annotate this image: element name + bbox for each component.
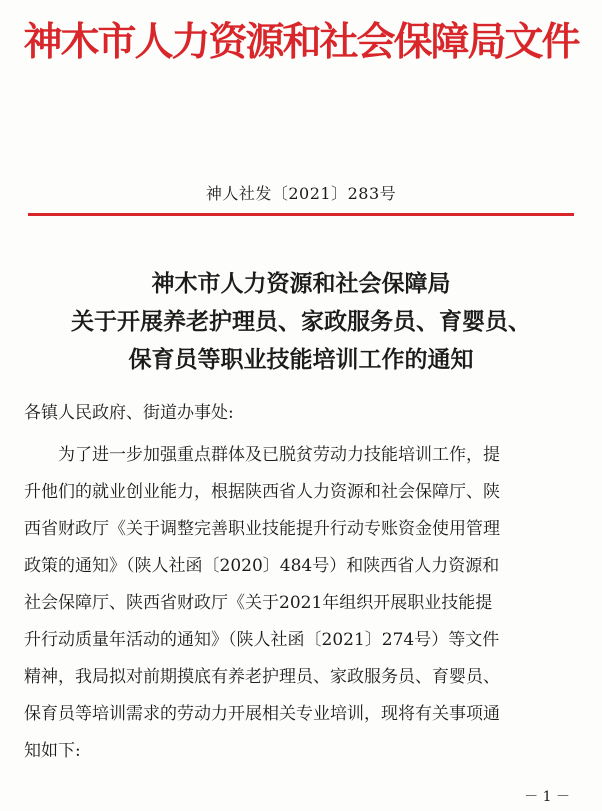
- red-divider-line: [28, 213, 574, 216]
- body-line-5: 社会保障厅、陕西省财政厅《关于2021年组织开展职业技能提: [24, 593, 493, 613]
- agency-header-title: 神木市人力资源和社会保障局文件: [23, 19, 579, 65]
- page-number: － 1 －: [524, 789, 570, 805]
- notice-issuer: 神木市人力资源和社会保障局: [151, 271, 451, 297]
- body-line-3: 西省财政厅《关于调整完善职业技能提升行动专账资金使用管理: [24, 519, 500, 539]
- body-line-8: 保育员等培训需求的劳动力开展相关专业培训，现将有关事项通: [24, 704, 500, 724]
- body-line-4: 政策的通知》（陕人社函〔2020〕484号）和陕西省人力资源和: [24, 556, 500, 576]
- body-line-6: 升行动质量年活动的通知》（陕人社函〔2021〕274号）等文件: [24, 630, 500, 650]
- notice-subject-line-1: 关于开展养老护理员、家政服务员、育婴员、: [71, 309, 531, 335]
- body-line-2: 升他们的就业创业能力，根据陕西省人力资源和社会保障厅、陕: [24, 482, 500, 502]
- recipient-line: 各镇人民政府、街道办事处:: [24, 403, 234, 423]
- body-line-1: 为了进一步加强重点群体及已脱贫劳动力技能培训工作，提: [58, 445, 500, 465]
- notice-subject-line-2: 保育员等职业技能培训工作的通知: [128, 347, 474, 373]
- body-line-7: 精神，我局拟对前期摸底有养老护理员、家政服务员、育婴员、: [24, 667, 500, 687]
- document-number: 神人社发〔2021〕283号: [205, 184, 397, 203]
- body-line-9: 知如下:: [24, 741, 81, 761]
